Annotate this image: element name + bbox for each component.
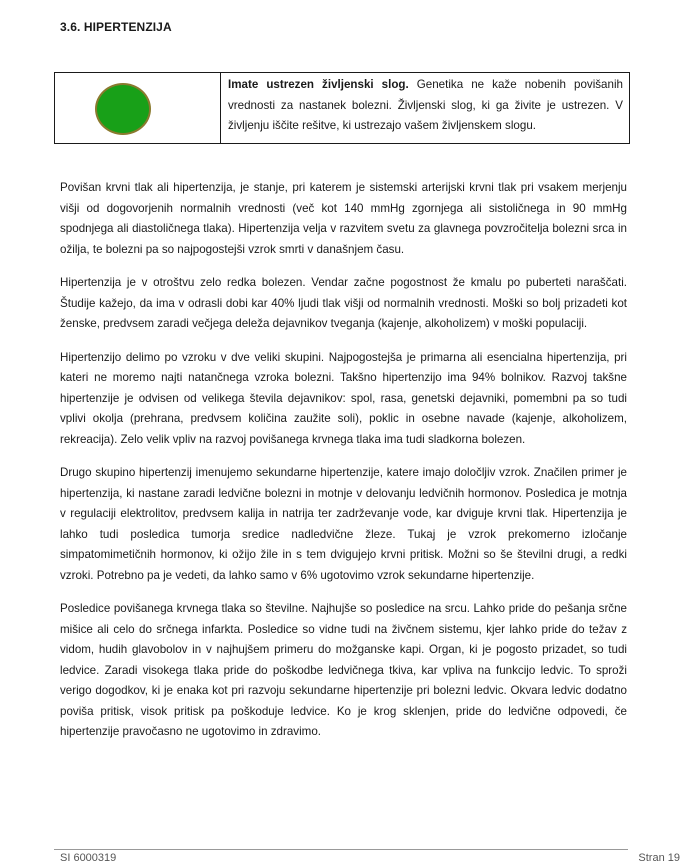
footer-divider <box>54 849 628 850</box>
status-box <box>54 72 630 144</box>
status-title: Imate ustrezen življenski slog. <box>228 78 409 91</box>
status-text <box>221 73 629 143</box>
paragraph: Hipertenzijo delimo po vzroku v dve veliki skupini. Najpogostejša je primarna ali esencialna hipertenzija, pri kateri ne moremo najti natančnega vzroka bolezni. Takšno hipertenzijo ima 94% bolnikov. Razvoj takšne hipertenzije je odvisen od velikega števila dejavnikov: spol, rasa, genetski dejavniki, pomembni pa so tudi vplivi okolja (prehrana, predvsem količina zaužite soli), poklic in osebne navade (kajenje, alkoholizem, rekreacija). Zelo velik vpliv na razvoj povišanega krvnega tlaka ima tudi sladkorna bolezen. <box>60 350 627 446</box>
green-status-circle-icon <box>95 83 151 135</box>
section-heading: 3.6. HIPERTENZIJA <box>60 20 172 34</box>
paragraph: Posledice povišanega krvnega tlaka so številne. Najhujše so posledice na srcu. Lahko pride do pešanja srčne mišice ali celo do srčnega infarkta. Posledice so vidne tudi na živčnem sistemu, kjer lahko pride do težav z vidom, hudih glavobolov in v najhujšem primeru do možganske kapi. Organ, ki je pogosto prizadet, so tudi ledvice. Zaradi visokega tlaka pride do poškodbe ledvičnega tkiva, kar vpliva na funkcijo ledvic. To sproži verigo dogodkov, ki je enaka kot pri razvoju sekundarne hipertenzije pri bolezni ledvic. Okvara ledvic dodatno poviša pritisk, visok pritisk pa poškoduje ledvice. Ko je krog sklenjen, pride do ledvične odpovedi, če hipertenzije pravočasno ne ugotovimo in zdravimo. <box>60 602 627 738</box>
body-text <box>60 178 627 756</box>
paragraph: Povišan krvni tlak ali hipertenzija, je stanje, pri katerem je sistemski arterijski krvni tlak pri vsakem merjenju višji od dogovorjenih normalnih vrednosti (več kot 140 mmHg zgornjega ali sistoličnega in 90 mmHg spodnjega ali diastoličnega tlaka). Hipertenzija velja v razvitem svetu za glavnega povzročitelja bolezni srca in ožilja, te bolezni pa so najpogostejši vzrok smrti v današnjem času. <box>60 181 627 256</box>
status-indicator-cell <box>55 73 221 143</box>
paragraph: Drugo skupino hipertenzij imenujemo sekundarne hipertenzije, katere imajo določljiv vzrok. Značilen primer je hipertenzija, ki nastane zaradi ledvične bolezni in motnje v delovanju ledvičnih hormonov. Posledica je motnja v regulaciji elektrolitov, predvsem kalija in natrija ter zadrževanje vode, kar dviguje krvni tlak. Hipertenzija je lahko tudi posledica tumorja sredice nadledvične žleze. Tukaj je vzrok prekomerno izločanje simpatomimetičnih hormonov, ki ožijo žile in s tem dvigujejo krvni pritisk. Možni so še številni drugi, a redki vzroki. Potrebno pa je vedeti, da lahko samo v 6% ugotovimo vzrok sekundarne hipertenzije. <box>60 466 627 582</box>
status-description: Genetika ne kaže nobenih povišanih vrednosti za nastanek bolezni. Življenski slog, ki ga živite je ustrezen. V življenju iščite rešitve, ki ustrezajo vašem življenskem slogu. <box>228 78 623 132</box>
footer-page-number: Stran 19 <box>638 852 680 864</box>
paragraph: Hipertenzija je v otroštvu zelo redka bolezen. Vendar začne pogostnost že kmalu po puberteti naraščati. Študije kažejo, da ima v odrasli dobi kar 40% ljudi tlak višji od normalnih vrednosti. Moški so bolj prizadeti kot ženske, predvsem zaradi večjega deleža dejavnikov tveganja (kajenje, alkoholizem) v moški populaciji. <box>60 276 627 330</box>
footer-document-id: SI 6000319 <box>60 852 117 864</box>
